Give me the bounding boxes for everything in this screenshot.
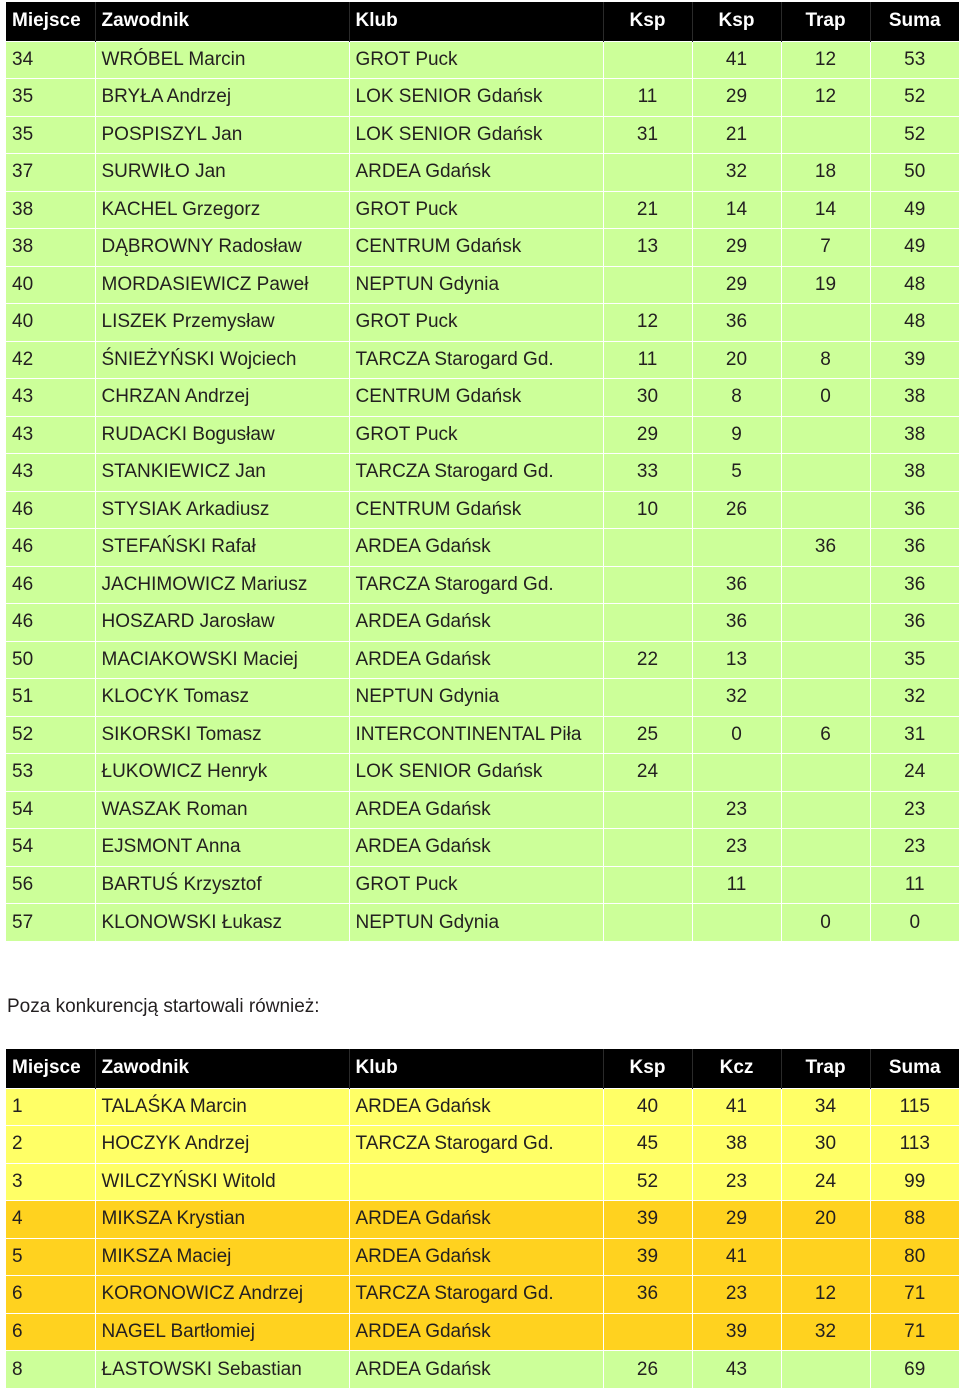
score2-cell: 38 (692, 1126, 781, 1164)
sum-cell: 71 (870, 1313, 959, 1351)
competitor-cell: ŚNIEŻYŃSKI Wojciech (95, 341, 349, 379)
sum-cell: 53 (870, 41, 959, 79)
sum-cell: 48 (870, 304, 959, 342)
ksp-cell: 12 (603, 304, 692, 342)
club-cell: ARDEA Gdańsk (349, 154, 603, 192)
place-cell: 46 (6, 604, 95, 642)
table-row (6, 604, 959, 642)
competitor-cell: EJSMONT Anna (95, 829, 349, 867)
trap-cell: 24 (781, 1163, 870, 1201)
sum-cell: 36 (870, 491, 959, 529)
ksp-cell: 39 (603, 1201, 692, 1239)
table-row (6, 416, 959, 454)
sum-cell: 11 (870, 866, 959, 904)
table-row (6, 904, 959, 942)
competitor-cell: ŁUKOWICZ Henryk (95, 754, 349, 792)
sum-cell: 36 (870, 604, 959, 642)
ksp-cell: 45 (603, 1126, 692, 1164)
header-row (6, 1049, 959, 1088)
table-row (6, 116, 959, 154)
sum-cell: 38 (870, 416, 959, 454)
place-cell: 38 (6, 191, 95, 229)
club-cell: NEPTUN Gdynia (349, 904, 603, 942)
trap-cell: 34 (781, 1088, 870, 1126)
header-row (6, 2, 959, 41)
place-cell: 46 (6, 491, 95, 529)
place-cell: 3 (6, 1163, 95, 1201)
ksp-cell: 40 (603, 1088, 692, 1126)
table-row (6, 641, 959, 679)
section-note: Poza konkurencją startowali również: (7, 996, 320, 1017)
club-cell (349, 1163, 603, 1201)
table-row (6, 266, 959, 304)
ksp-cell (603, 604, 692, 642)
ksp-cell: 11 (603, 79, 692, 117)
sum-cell: 0 (870, 904, 959, 942)
score2-cell: 39 (692, 1313, 781, 1351)
score2-cell: 20 (692, 341, 781, 379)
sum-cell: 48 (870, 266, 959, 304)
score2-cell: 8 (692, 379, 781, 417)
score2-cell: 23 (692, 791, 781, 829)
club-cell: ARDEA Gdańsk (349, 829, 603, 867)
sum-cell: 31 (870, 716, 959, 754)
ksp-cell: 31 (603, 116, 692, 154)
trap-cell: 18 (781, 154, 870, 192)
club-cell: TARCZA Starogard Gd. (349, 1126, 603, 1164)
score2-cell: 21 (692, 116, 781, 154)
header-kcz: Kcz (692, 1049, 781, 1088)
ksp-cell: 26 (603, 1351, 692, 1389)
competitor-cell: BARTUŚ Krzysztof (95, 866, 349, 904)
club-cell: CENTRUM Gdańsk (349, 379, 603, 417)
competitor-cell: RUDACKI Bogusław (95, 416, 349, 454)
trap-cell (781, 491, 870, 529)
place-cell: 6 (6, 1313, 95, 1351)
club-cell: TARCZA Starogard Gd. (349, 454, 603, 492)
table-row (6, 529, 959, 567)
score2-cell: 11 (692, 866, 781, 904)
club-cell: GROT Puck (349, 304, 603, 342)
score2-cell: 32 (692, 679, 781, 717)
club-cell: CENTRUM Gdańsk (349, 229, 603, 267)
place-cell: 34 (6, 41, 95, 79)
competitor-cell: STYSIAK Arkadiusz (95, 491, 349, 529)
place-cell: 52 (6, 716, 95, 754)
competitor-cell: KLOCYK Tomasz (95, 679, 349, 717)
place-cell: 56 (6, 866, 95, 904)
score2-cell (692, 529, 781, 567)
score2-cell (692, 754, 781, 792)
table-row (6, 1126, 959, 1164)
table-row (6, 829, 959, 867)
header-ksp-2: Ksp (692, 2, 781, 41)
place-cell: 38 (6, 229, 95, 267)
competitor-cell: KLONOWSKI Łukasz (95, 904, 349, 942)
sum-cell: 80 (870, 1238, 959, 1276)
table-row (6, 679, 959, 717)
place-cell: 8 (6, 1351, 95, 1389)
place-cell: 50 (6, 641, 95, 679)
competitor-cell: CHRZAN Andrzej (95, 379, 349, 417)
place-cell: 43 (6, 379, 95, 417)
club-cell: ARDEA Gdańsk (349, 529, 603, 567)
competitor-cell: WILCZYŃSKI Witold (95, 1163, 349, 1201)
header-place: Miejsce (6, 1049, 95, 1088)
trap-cell: 12 (781, 41, 870, 79)
table-row (6, 491, 959, 529)
place-cell: 46 (6, 566, 95, 604)
sum-cell: 71 (870, 1276, 959, 1314)
club-cell: ARDEA Gdańsk (349, 1313, 603, 1351)
ksp-cell: 22 (603, 641, 692, 679)
trap-cell: 0 (781, 379, 870, 417)
competitor-cell: STANKIEWICZ Jan (95, 454, 349, 492)
ksp-cell (603, 904, 692, 942)
club-cell: ARDEA Gdańsk (349, 1238, 603, 1276)
score2-cell: 9 (692, 416, 781, 454)
table-row (6, 379, 959, 417)
sum-cell: 52 (870, 116, 959, 154)
ksp-cell (603, 829, 692, 867)
competitor-cell: STEFAŃSKI Rafał (95, 529, 349, 567)
place-cell: 51 (6, 679, 95, 717)
table-row (6, 229, 959, 267)
competitor-cell: JACHIMOWICZ Mariusz (95, 566, 349, 604)
sum-cell: 36 (870, 566, 959, 604)
table-row (6, 1351, 959, 1389)
competitor-cell: POSPISZYL Jan (95, 116, 349, 154)
header-competitor: Zawodnik (95, 1049, 349, 1088)
score2-cell: 32 (692, 154, 781, 192)
club-cell: TARCZA Starogard Gd. (349, 566, 603, 604)
table-row (6, 341, 959, 379)
trap-cell (781, 604, 870, 642)
competitor-cell: KORONOWICZ Andrzej (95, 1276, 349, 1314)
club-cell: GROT Puck (349, 866, 603, 904)
trap-cell (781, 641, 870, 679)
competitor-cell: DĄBROWNY Radosław (95, 229, 349, 267)
trap-cell (781, 754, 870, 792)
club-cell: ARDEA Gdańsk (349, 791, 603, 829)
table-row (6, 716, 959, 754)
place-cell: 35 (6, 79, 95, 117)
club-cell: ARDEA Gdańsk (349, 604, 603, 642)
place-cell: 43 (6, 454, 95, 492)
score2-cell: 23 (692, 1163, 781, 1201)
sum-cell: 49 (870, 191, 959, 229)
table-row (6, 1238, 959, 1276)
table-row (6, 1313, 959, 1351)
trap-cell (781, 679, 870, 717)
competitor-cell: MIKSZA Krystian (95, 1201, 349, 1239)
header-club: Klub (349, 2, 603, 41)
trap-cell (781, 454, 870, 492)
header-place: Miejsce (6, 2, 95, 41)
sum-cell: 38 (870, 379, 959, 417)
sum-cell: 88 (870, 1201, 959, 1239)
competitor-cell: MACIAKOWSKI Maciej (95, 641, 349, 679)
table-row (6, 866, 959, 904)
header-ksp: Ksp (603, 1049, 692, 1088)
place-cell: 5 (6, 1238, 95, 1276)
club-cell: TARCZA Starogard Gd. (349, 1276, 603, 1314)
score2-cell: 43 (692, 1351, 781, 1389)
score2-cell: 41 (692, 41, 781, 79)
score2-cell: 5 (692, 454, 781, 492)
score2-cell: 29 (692, 79, 781, 117)
competitor-cell: MORDASIEWICZ Paweł (95, 266, 349, 304)
score2-cell (692, 904, 781, 942)
score2-cell: 41 (692, 1088, 781, 1126)
ksp-cell: 21 (603, 191, 692, 229)
trap-cell: 7 (781, 229, 870, 267)
table-row (6, 454, 959, 492)
trap-cell (781, 566, 870, 604)
trap-cell (781, 1351, 870, 1389)
sum-cell: 32 (870, 679, 959, 717)
trap-cell: 19 (781, 266, 870, 304)
club-cell: ARDEA Gdańsk (349, 641, 603, 679)
score2-cell: 23 (692, 829, 781, 867)
place-cell: 35 (6, 116, 95, 154)
sum-cell: 113 (870, 1126, 959, 1164)
score2-cell: 23 (692, 1276, 781, 1314)
ksp-cell (603, 791, 692, 829)
place-cell: 2 (6, 1126, 95, 1164)
score2-cell: 26 (692, 491, 781, 529)
score2-cell: 29 (692, 229, 781, 267)
ksp-cell: 13 (603, 229, 692, 267)
table-row (6, 566, 959, 604)
trap-cell (781, 829, 870, 867)
trap-cell (781, 866, 870, 904)
ksp-cell (603, 1313, 692, 1351)
club-cell: GROT Puck (349, 416, 603, 454)
ksp-cell (603, 866, 692, 904)
trap-cell: 36 (781, 529, 870, 567)
trap-cell: 20 (781, 1201, 870, 1239)
club-cell: ARDEA Gdańsk (349, 1088, 603, 1126)
competitor-cell: ŁASTOWSKI Sebastian (95, 1351, 349, 1389)
competitor-cell: KACHEL Grzegorz (95, 191, 349, 229)
table-row (6, 1088, 959, 1126)
competitor-cell: NAGEL Bartłomiej (95, 1313, 349, 1351)
sum-cell: 23 (870, 829, 959, 867)
sum-cell: 115 (870, 1088, 959, 1126)
club-cell: NEPTUN Gdynia (349, 679, 603, 717)
club-cell: NEPTUN Gdynia (349, 266, 603, 304)
table-row (6, 304, 959, 342)
score2-cell: 36 (692, 566, 781, 604)
ksp-cell: 11 (603, 341, 692, 379)
header-club: Klub (349, 1049, 603, 1088)
sum-cell: 23 (870, 791, 959, 829)
competitor-cell: HOSZARD Jarosław (95, 604, 349, 642)
trap-cell (781, 791, 870, 829)
place-cell: 1 (6, 1088, 95, 1126)
place-cell: 46 (6, 529, 95, 567)
table-row (6, 754, 959, 792)
sum-cell: 99 (870, 1163, 959, 1201)
trap-cell: 12 (781, 1276, 870, 1314)
header-sum: Suma (870, 1049, 959, 1088)
sum-cell: 50 (870, 154, 959, 192)
trap-cell (781, 416, 870, 454)
club-cell: GROT Puck (349, 191, 603, 229)
score2-cell: 14 (692, 191, 781, 229)
club-cell: CENTRUM Gdańsk (349, 491, 603, 529)
competitor-cell: WASZAK Roman (95, 791, 349, 829)
table-row (6, 791, 959, 829)
ksp-cell: 33 (603, 454, 692, 492)
score2-cell: 29 (692, 266, 781, 304)
trap-cell (781, 116, 870, 154)
ksp-cell (603, 566, 692, 604)
club-cell: TARCZA Starogard Gd. (349, 341, 603, 379)
trap-cell: 32 (781, 1313, 870, 1351)
ksp-cell (603, 266, 692, 304)
competitor-cell: TALAŚKA Marcin (95, 1088, 349, 1126)
sum-cell: 52 (870, 79, 959, 117)
ksp-cell: 10 (603, 491, 692, 529)
score2-cell: 0 (692, 716, 781, 754)
results-table-main (6, 2, 959, 941)
place-cell: 54 (6, 829, 95, 867)
score2-cell: 13 (692, 641, 781, 679)
trap-cell: 0 (781, 904, 870, 942)
table-row (6, 191, 959, 229)
sum-cell: 39 (870, 341, 959, 379)
ksp-cell: 30 (603, 379, 692, 417)
place-cell: 43 (6, 416, 95, 454)
ksp-cell: 36 (603, 1276, 692, 1314)
place-cell: 53 (6, 754, 95, 792)
trap-cell: 6 (781, 716, 870, 754)
trap-cell: 30 (781, 1126, 870, 1164)
place-cell: 6 (6, 1276, 95, 1314)
sum-cell: 35 (870, 641, 959, 679)
competitor-cell: MIKSZA Maciej (95, 1238, 349, 1276)
ksp-cell: 24 (603, 754, 692, 792)
place-cell: 42 (6, 341, 95, 379)
club-cell: LOK SENIOR Gdańsk (349, 116, 603, 154)
competitor-cell: SURWIŁO Jan (95, 154, 349, 192)
ksp-cell (603, 154, 692, 192)
table-row (6, 79, 959, 117)
trap-cell: 8 (781, 341, 870, 379)
score2-cell: 36 (692, 604, 781, 642)
header-trap: Trap (781, 2, 870, 41)
score2-cell: 29 (692, 1201, 781, 1239)
place-cell: 57 (6, 904, 95, 942)
ksp-cell: 52 (603, 1163, 692, 1201)
ksp-cell: 29 (603, 416, 692, 454)
trap-cell (781, 1238, 870, 1276)
score2-cell: 41 (692, 1238, 781, 1276)
club-cell: GROT Puck (349, 41, 603, 79)
table-row (6, 1201, 959, 1239)
score2-cell: 36 (692, 304, 781, 342)
club-cell: ARDEA Gdańsk (349, 1201, 603, 1239)
sum-cell: 38 (870, 454, 959, 492)
table-row (6, 41, 959, 79)
ksp-cell (603, 679, 692, 717)
competitor-cell: HOCZYK Andrzej (95, 1126, 349, 1164)
trap-cell: 14 (781, 191, 870, 229)
club-cell: ARDEA Gdańsk (349, 1351, 603, 1389)
table-row (6, 1163, 959, 1201)
place-cell: 4 (6, 1201, 95, 1239)
header-competitor: Zawodnik (95, 2, 349, 41)
sum-cell: 24 (870, 754, 959, 792)
place-cell: 37 (6, 154, 95, 192)
club-cell: LOK SENIOR Gdańsk (349, 754, 603, 792)
ksp-cell: 25 (603, 716, 692, 754)
place-cell: 54 (6, 791, 95, 829)
table-row (6, 1276, 959, 1314)
competitor-cell: LISZEK Przemysław (95, 304, 349, 342)
place-cell: 40 (6, 304, 95, 342)
header-sum: Suma (870, 2, 959, 41)
header-ksp: Ksp (603, 2, 692, 41)
results-table-extra (6, 1049, 959, 1388)
ksp-cell (603, 41, 692, 79)
trap-cell: 12 (781, 79, 870, 117)
table-row (6, 154, 959, 192)
place-cell: 40 (6, 266, 95, 304)
header-trap: Trap (781, 1049, 870, 1088)
competitor-cell: WRÓBEL Marcin (95, 41, 349, 79)
sum-cell: 36 (870, 529, 959, 567)
sum-cell: 69 (870, 1351, 959, 1389)
ksp-cell: 39 (603, 1238, 692, 1276)
competitor-cell: SIKORSKI Tomasz (95, 716, 349, 754)
sum-cell: 49 (870, 229, 959, 267)
ksp-cell (603, 529, 692, 567)
club-cell: LOK SENIOR Gdańsk (349, 79, 603, 117)
competitor-cell: BRYŁA Andrzej (95, 79, 349, 117)
club-cell: INTERCONTINENTAL Piła (349, 716, 603, 754)
trap-cell (781, 304, 870, 342)
